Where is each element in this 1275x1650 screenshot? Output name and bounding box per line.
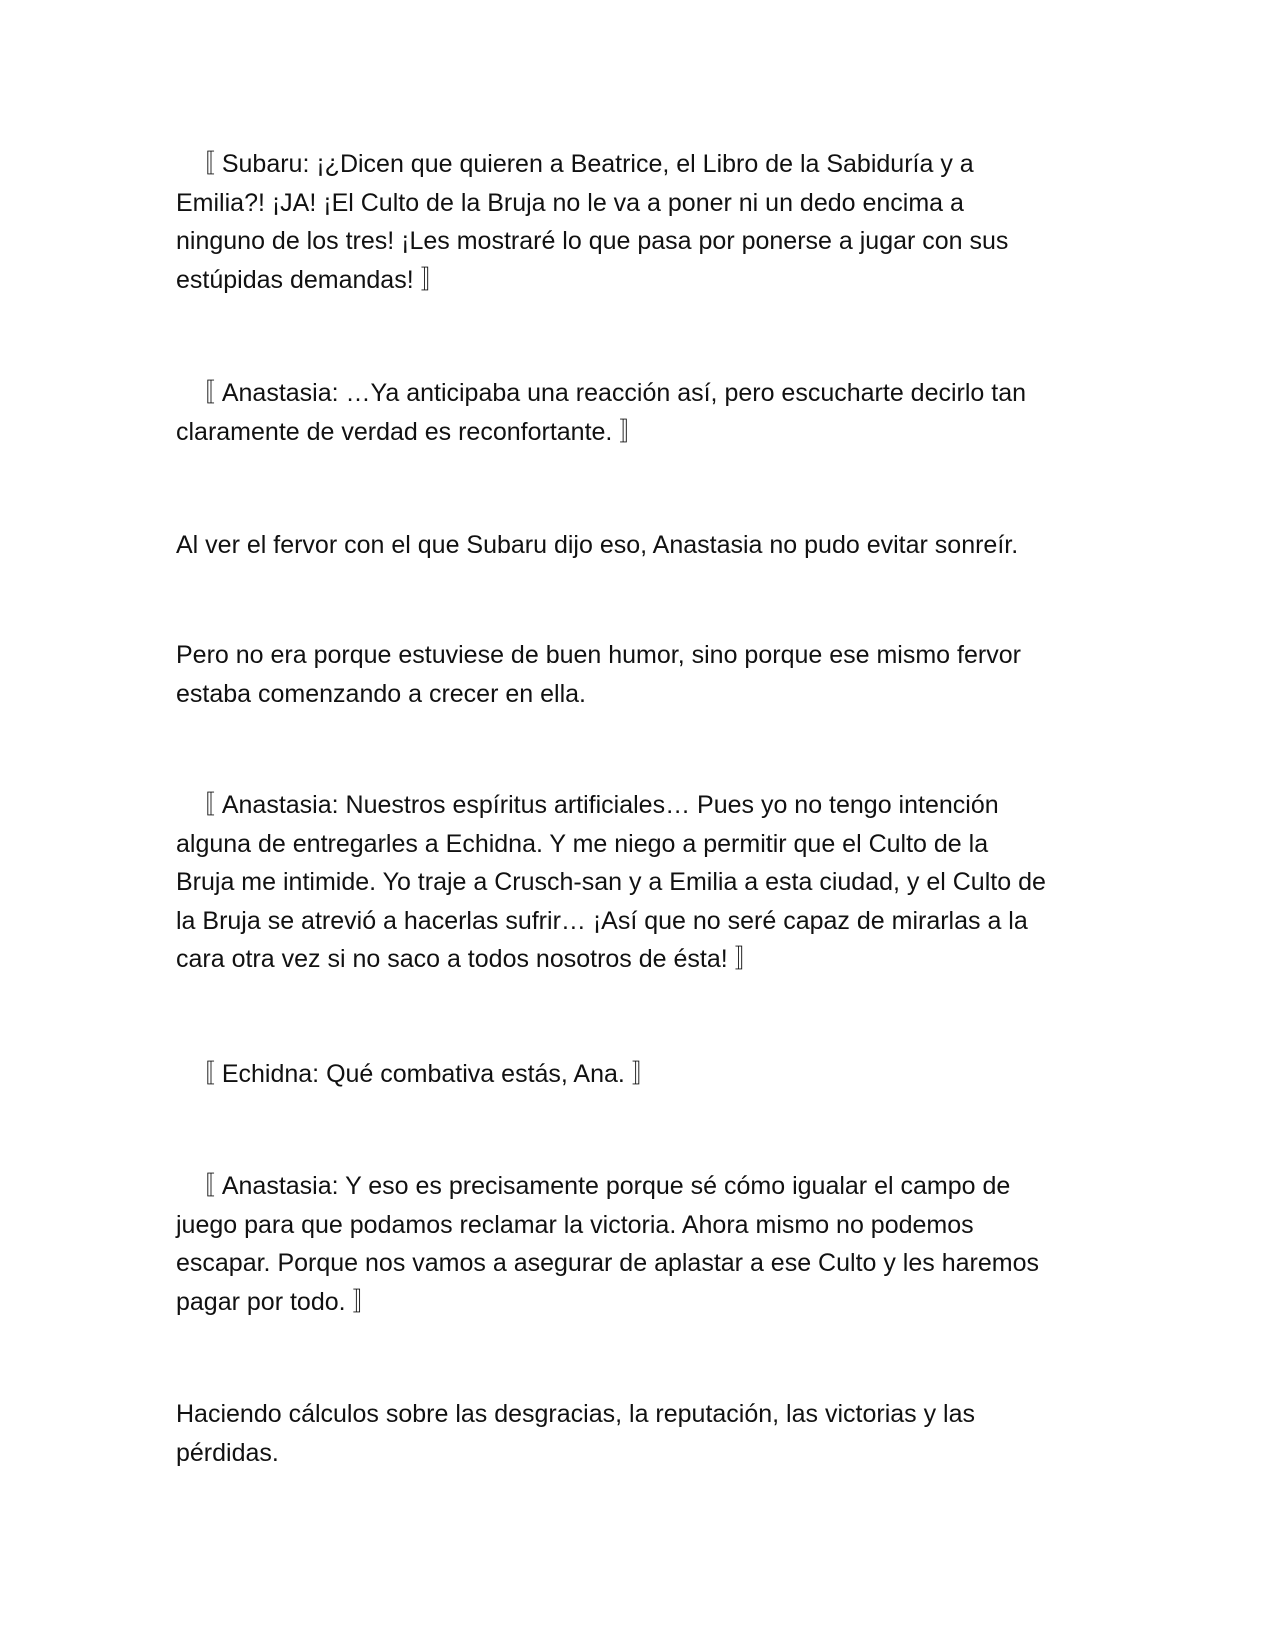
text-line: Al ver el fervor con el que Subaru dijo eso, Anastasia no pudo evitar sonreír.	[176, 531, 1019, 559]
text-line: Haciendo cálculos sobre las desgracias, la reputación, las victorias y las	[176, 1400, 975, 1428]
paragraph-narration-calculations	[176, 1395, 1106, 1472]
text-line: pagar por todo. 〛	[176, 1287, 378, 1316]
text-line: Emilia?! ¡JA! ¡El Culto de la Bruja no le va a poner ni un dedo encima a	[176, 188, 964, 217]
paragraph-anastasia-spirits	[176, 786, 1106, 979]
text-line: estaba comenzando a crecer en ella.	[176, 679, 586, 708]
text-line: 〚 Anastasia: Nuestros espíritus artificiales… Pues yo no tengo intención	[176, 791, 999, 819]
paragraph-narration-smile	[176, 526, 1106, 565]
text-line: 〚 Anastasia: …Ya anticipaba una reacción así, pero escucharte decirlo tan	[176, 379, 1027, 407]
text-line: claramente de verdad es reconfortante. 〛	[176, 417, 645, 446]
text-line: pérdidas.	[176, 1438, 279, 1467]
text-line: 〚 Subaru: ¡¿Dicen que quieren a Beatrice, el Libro de la Sabiduría y a	[176, 150, 974, 178]
text-line: Pero no era porque estuviese de buen humor, sino porque ese mismo fervor	[176, 641, 1021, 669]
text-line: Bruja me intimide. Yo traje a Crusch-san y a Emilia a esta ciudad, y el Culto de	[176, 868, 1046, 896]
paragraph-echidna-remark	[176, 1055, 1106, 1094]
text-line: ninguno de los tres! ¡Les mostraré lo que pasa por ponerse a jugar con sus	[176, 227, 1009, 255]
paragraph-anastasia-victory	[176, 1167, 1106, 1321]
paragraph-subaru-declaration	[176, 145, 1106, 299]
text-line: juego para que podamos reclamar la victoria. Ahora mismo no podemos	[176, 1210, 974, 1239]
text-line: la Bruja se atrevió a hacerlas sufrir… ¡Así que no seré capaz de mirarlas a la	[176, 906, 1028, 935]
paragraph-narration-fervor	[176, 636, 1106, 713]
text-line: 〚 Anastasia: Y eso es precisamente porque sé cómo igualar el campo de	[176, 1172, 1011, 1200]
text-line: alguna de entregarles a Echidna. Y me niego a permitir que el Culto de la	[176, 829, 989, 858]
text-line: cara otra vez si no saco a todos nosotros de ésta! 〛	[176, 945, 760, 973]
text-line: escapar. Porque nos vamos a asegurar de aplastar a ese Culto y les haremos	[176, 1249, 1039, 1277]
text-line: estúpidas demandas! 〛	[176, 265, 446, 294]
text-line: 〚 Echidna: Qué combativa estás, Ana. 〛	[176, 1060, 657, 1088]
paragraph-anastasia-reaction	[176, 374, 1106, 451]
